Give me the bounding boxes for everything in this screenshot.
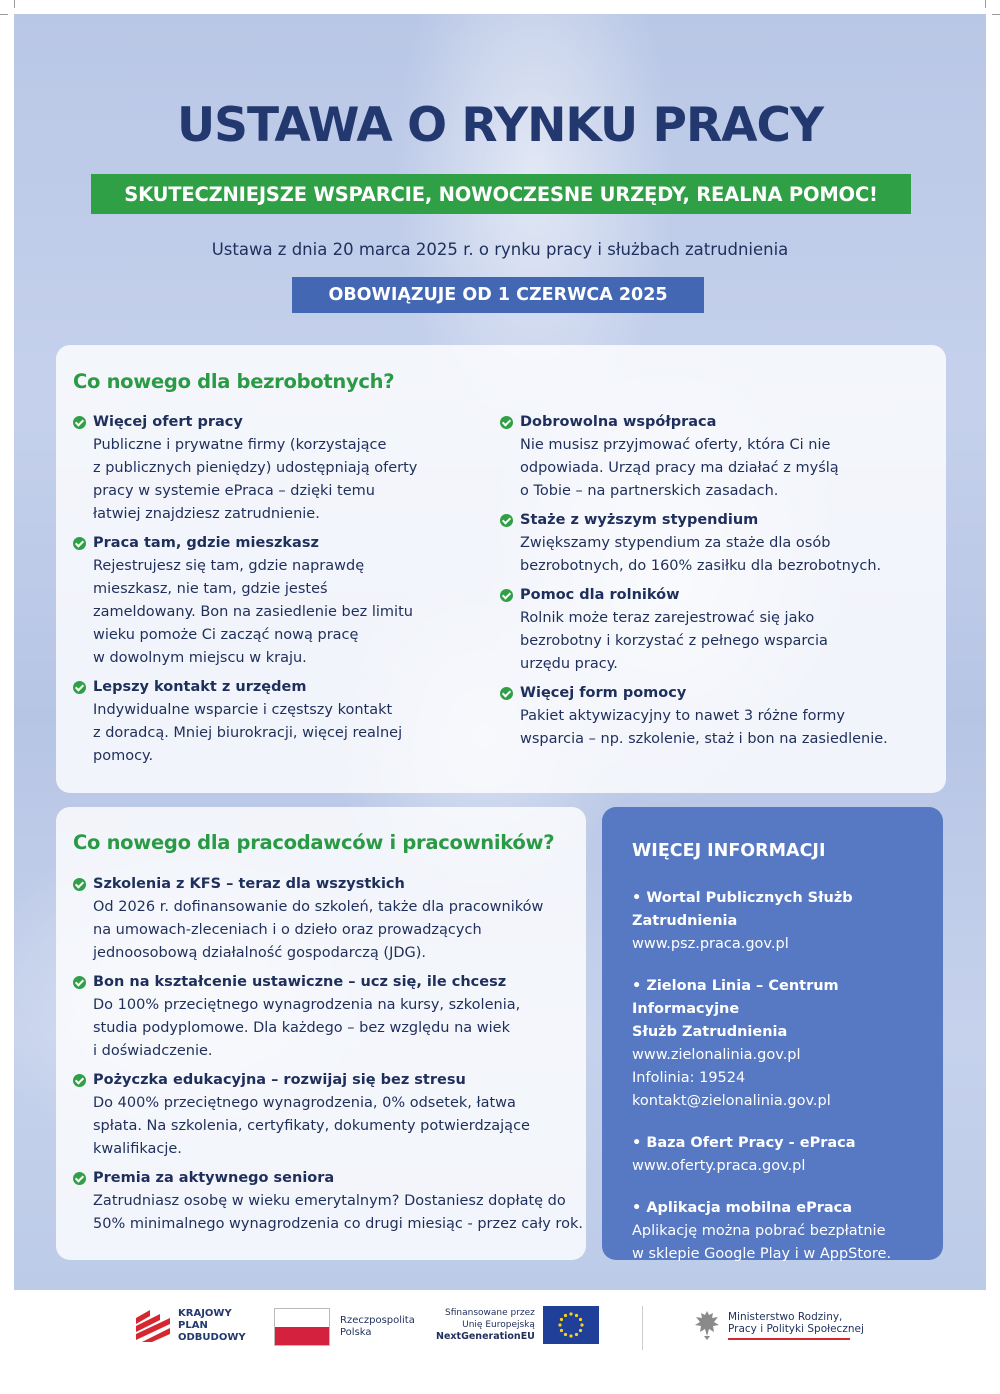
info-entry-text: Aplikację można pobrać bezpłatnie w sklepie Google Play i w AppStore. [632,1223,892,1262]
info-entry-contacts[interactable]: www.zielonalinia.gov.pl Infolinia: 19524 kontakt@zielonalinia.gov.pl [632,1047,831,1109]
eu-star-icon [564,1333,567,1336]
item-title: Bon na kształcenie ustawiczne – ucz się, ile chcesz [93,974,507,990]
ministry-logo [692,1308,864,1342]
unemployed-section-title: Co nowego dla bezrobotnych? [73,370,395,393]
eu-flag-icon [543,1306,599,1344]
check-icon [73,1172,86,1185]
info-entry-link[interactable]: www.psz.praca.gov.pl [632,936,789,952]
eu-star-icon [569,1312,572,1315]
list-item [500,682,940,751]
item-body: Pakiet aktywizacyjny to nawet 3 różne formy wsparcia – np. szkolenie, staż i bon na zasiedlenie. [520,708,888,747]
info-entry-link[interactable]: www.oferty.praca.gov.pl [632,1158,806,1174]
item-body: Publiczne i prywatne firmy (korzystające z publicznych pieniędzy) udostępniają oferty pracy w systemie ePraca – dzięki temu łatwiej znajdziesz zatrudnienie. [93,437,418,522]
item-body: Do 100% przeciętnego wynagrodzenia na kursy, szkolenia, studia podyplomowe. Dla każdego – bez względu na wiek i doświadczenie. [93,997,521,1059]
poster-background [14,14,986,1290]
eu-text-line1: Sfinansowane przez [445,1308,535,1318]
list-item [73,411,493,526]
page-title: USTAWA O RYNKU PRACY [176,98,824,153]
item-title: Praca tam, gdzie mieszkasz [93,535,319,551]
eu-logo [436,1306,599,1344]
info-entry [632,1132,932,1178]
item-title: Pożyczka edukacyjna – rozwijaj się bez stresu [93,1072,466,1088]
eu-text-line3: NextGenerationEU [436,1331,535,1342]
check-icon [500,514,513,527]
eu-star-icon [564,1314,567,1317]
item-title: Więcej ofert pracy [93,414,243,430]
unemployed-right-column [500,411,940,757]
item-title: Więcej form pomocy [520,685,687,701]
list-item [73,532,493,670]
check-icon [73,976,86,989]
info-entry-title: • Wortal Publicznych Służb Zatrudnienia [632,890,853,929]
eu-star-icon [575,1314,578,1317]
crop-mark [992,14,1000,15]
effective-date-badge: OBOWIĄZUJE OD 1 CZERWCA 2025 [292,277,704,313]
info-entry [632,975,932,1113]
eu-star-icon [579,1318,582,1321]
kpo-mark-icon [136,1308,172,1344]
employers-section-title: Co nowego dla pracodawców i pracowników? [73,831,555,854]
slogan-banner: SKUTECZNIEJSZE WSPARCIE, NOWOCZESNE URZĘDY, REALNA POMOC! [91,174,911,214]
info-entry-title: • Baza Ofert Pracy - ePraca [632,1135,856,1151]
item-body: Zwiększamy stypendium za staże dla osób bezrobotnych, do 160% zasiłku dla bezrobotnych. [520,535,882,574]
item-body: Rolnik może teraz zarejestrować się jako bezrobotny i korzystać z pełnego wsparcia urzędu pracy. [520,610,828,672]
list-item [73,676,493,768]
more-info-panel [602,807,943,1260]
check-icon [73,537,86,550]
check-icon [73,681,86,694]
item-body: Do 400% przeciętnego wynagrodzenia, 0% odsetek, łatwa spłata. Na szkolenia, certyfikaty, dokumenty potwierdzające kwalifikacje. [93,1095,530,1157]
footer-divider [642,1306,643,1350]
list-item [73,873,583,965]
act-reference: Ustawa z dnia 20 marca 2025 r. o rynku pracy i służbach zatrudnienia [211,240,789,259]
eu-star-icon [560,1318,563,1321]
unemployed-card [56,345,946,793]
list-item [500,411,940,503]
check-icon [500,589,513,602]
eu-star-icon [569,1334,572,1337]
list-item [500,584,940,676]
eu-text-line2: Unię Europejską [462,1320,535,1330]
item-body: Zatrudniasz osobę w wieku emerytalnym? Dostaniesz dopłatę do 50% minimalnego wynagrodzenia co drugi miesiąc - przez cały rok. [93,1193,583,1232]
item-title: Szkolenia z KFS – teraz dla wszystkich [93,876,405,892]
list-item [73,1069,583,1161]
item-title: Premia za aktywnego seniora [93,1170,335,1186]
item-body: Od 2026 r. dofinansowanie do szkoleń, także dla pracowników na umowach-zleceniach i o dzieło oraz prowadzących jednoosobową działalność gospodarczą (JDG). [93,899,544,961]
item-body: Rejestrujesz się tam, gdzie naprawdę mieszkasz, nie tam, gdzie jesteś zameldowany. Bon na zasiedlenie bez limitu wieku pomoże Ci zacząć nową pracę w dowolnym miejscu w kraju. [93,558,413,666]
crop-mark [0,14,8,15]
check-icon [500,687,513,700]
item-title: Pomoc dla rolników [520,587,680,603]
crop-mark [985,0,986,8]
eu-star-icon [580,1323,583,1326]
info-entry [632,887,932,956]
more-info-list [632,887,932,1285]
poland-flag-icon [274,1308,330,1346]
item-body: Indywidualne wsparcie i częstszy kontakt z doradcą. Mniej biurokracji, więcej realnej pomocy. [93,702,403,764]
poland-logo [274,1308,415,1346]
info-entry [632,1197,932,1266]
check-icon [73,878,86,891]
eu-star-icon [575,1333,578,1336]
ministry-underline [728,1338,850,1340]
item-title: Staże z wyższym stypendium [520,512,759,528]
crop-mark [14,0,15,8]
item-title: Dobrowolna współpraca [520,414,717,430]
employers-card [56,807,586,1260]
employers-list [73,873,583,1242]
list-item [500,509,940,578]
eu-star-icon [560,1329,563,1332]
unemployed-left-column [73,411,493,774]
ministry-logo-text: Ministerstwo Rodziny, Pracy i Polityki Społecznej [728,1310,864,1335]
item-title: Lepszy kontakt z urzędem [93,679,307,695]
kpo-logo-text: KRAJOWY PLAN ODBUDOWY [178,1308,246,1343]
check-icon [73,1074,86,1087]
eagle-emblem-icon [692,1308,722,1342]
eu-star-icon [579,1329,582,1332]
poland-logo-text: Rzeczpospolita Polska [340,1315,415,1338]
more-info-title: WIĘCEJ INFORMACJI [632,841,826,861]
check-icon [73,416,86,429]
check-icon [500,416,513,429]
eu-star-icon [558,1323,561,1326]
kpo-logo [136,1308,246,1344]
info-entry-title: • Aplikacja mobilna ePraca [632,1200,853,1216]
list-item [73,1167,583,1236]
list-item [73,971,583,1063]
footer-logos [0,1290,1000,1394]
info-entry-title: • Zielona Linia – Centrum Informacyjne Służb Zatrudnienia [632,978,839,1040]
item-body: Nie musisz przyjmować oferty, która Ci nie odpowiada. Urząd pracy ma działać z myślą o Tobie – na partnerskich zasadach. [520,437,839,499]
